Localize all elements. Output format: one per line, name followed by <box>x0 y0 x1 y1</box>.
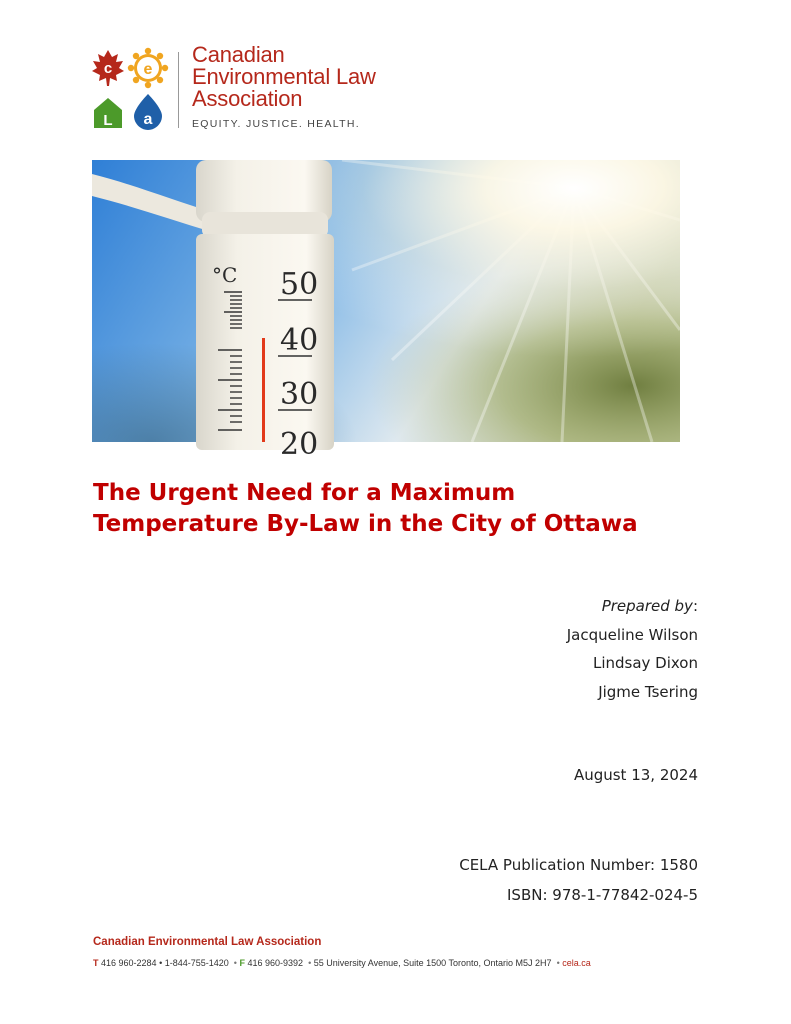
logo-mark-l: L <box>103 112 113 129</box>
author-name: Lindsay Dixon <box>592 654 698 672</box>
separator-dot: • <box>308 958 312 968</box>
logo-divider <box>178 52 179 128</box>
logo-line-3: Association <box>192 86 303 111</box>
prepared-by-heading <box>567 592 698 621</box>
scale-unit: °C <box>212 263 238 287</box>
fax-label: F <box>239 958 245 968</box>
cela-logo <box>92 44 422 134</box>
thermometer-photo <box>92 160 680 462</box>
phone-label: T <box>93 958 99 968</box>
footer-org-name: Canadian Environmental Law Association <box>93 936 322 948</box>
publication-info <box>459 850 698 910</box>
logo-wordmark <box>192 44 376 130</box>
prepared-by-block <box>567 592 698 706</box>
separator-dot: • <box>233 958 237 968</box>
logo-mark-a: a <box>143 111 153 128</box>
scale-label-40: 40 <box>280 323 319 358</box>
publication-date: August 13, 2024 <box>573 766 698 784</box>
sun-icon <box>128 48 168 88</box>
prepared-by-colon: : <box>692 597 698 615</box>
report-title-line-2: Temperature By-Law in the City of Ottawa <box>93 511 638 537</box>
fax-number: 416 960-9392 <box>247 958 304 968</box>
author-name: Jacqueline Wilson <box>566 625 698 644</box>
house-icon <box>94 98 122 129</box>
scale-label-20: 20 <box>280 427 319 462</box>
maple-leaf-icon <box>92 50 124 86</box>
mercury-column <box>262 338 265 442</box>
logo-tagline: EQUITY. JUSTICE. HEALTH. <box>192 118 360 130</box>
page-footer <box>93 936 713 968</box>
logo-mark-e: e <box>143 61 153 78</box>
separator-dot: • <box>556 958 560 968</box>
logo-mark-c: c <box>103 60 113 77</box>
report-title <box>93 478 713 540</box>
cover-photo <box>92 160 680 462</box>
author-name: Jigme Tsering <box>598 682 698 701</box>
water-drop-icon <box>134 94 162 130</box>
publication-number: CELA Publication Number: 1580 <box>459 856 698 874</box>
logo-line-1: Canadian <box>192 42 285 67</box>
scale-label-30: 30 <box>280 377 319 412</box>
footer-contact-line <box>93 958 713 968</box>
cela-logo-marks <box>92 48 172 132</box>
phone-numbers: 416 960-2284 • 1-844-755-1420 <box>101 958 229 968</box>
report-title-line-1: The Urgent Need for a Maximum <box>93 480 516 506</box>
scale-label-50: 50 <box>280 267 319 302</box>
isbn: ISBN: 978-1-77842-024-5 <box>507 886 698 904</box>
street-address: 55 University Avenue, Suite 1500 Toronto, Ontario M5J 2H7 <box>313 958 552 968</box>
website-link[interactable]: cela.ca <box>562 958 591 968</box>
prepared-by-label: Prepared by <box>601 597 693 615</box>
logo-line-2: Environmental Law <box>192 64 376 89</box>
